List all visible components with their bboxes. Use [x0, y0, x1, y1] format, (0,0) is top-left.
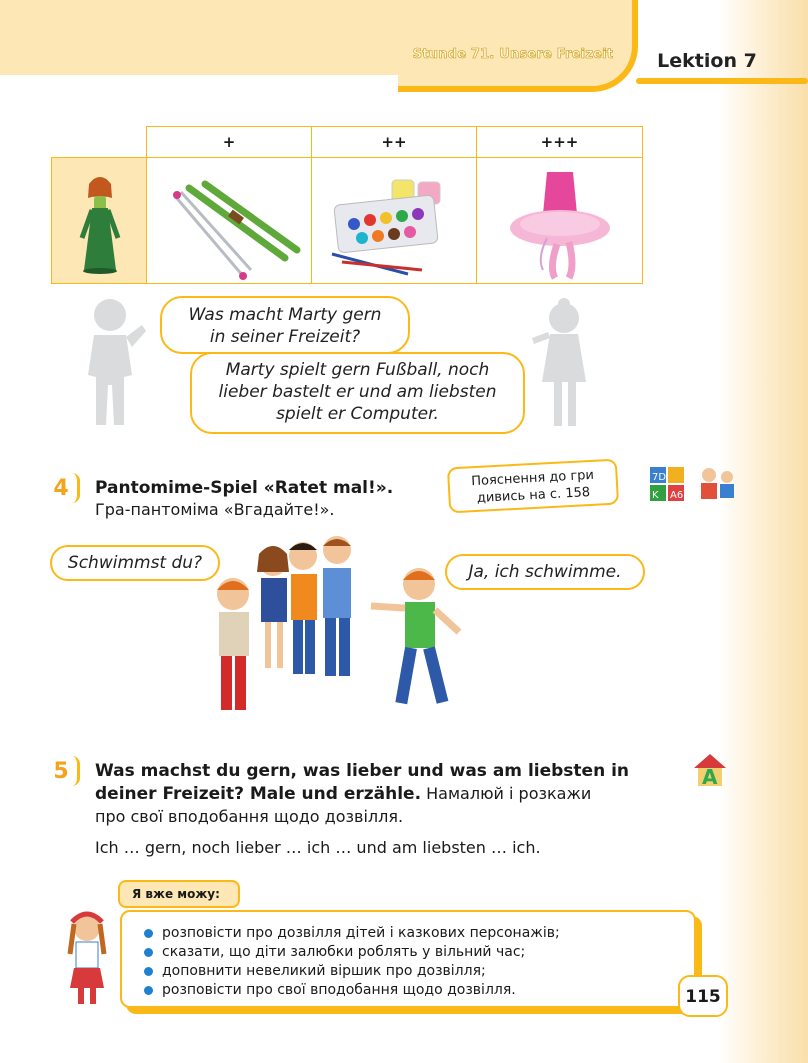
- page-side-strip: [718, 0, 808, 1063]
- paint-set-icon: [312, 158, 478, 285]
- table-cell-paints: [311, 157, 477, 284]
- boy-silhouette-icon: [80, 295, 150, 430]
- answer-line-1: Marty spielt gern Fußball, noch: [225, 360, 490, 380]
- girl-in-costume-icon: [60, 908, 114, 1008]
- can-do-item: сказати, що діти залюбки роблять у вільний час;: [144, 943, 560, 962]
- exercise-5-line-2-rest: Намалюй і розкажи: [421, 784, 592, 803]
- exercise-5-number: 5: [50, 754, 72, 788]
- rules-note: [447, 459, 619, 514]
- table-header-plus: +: [146, 126, 312, 158]
- answer-line-3: spielt er Computer.: [276, 404, 439, 424]
- can-do-item: розповісти про свої вподобання щодо дозвілля.: [144, 981, 560, 1000]
- answer-bubble: [190, 352, 525, 434]
- exercise-5-line-3: про свої вподобання щодо дозвілля.: [95, 807, 404, 826]
- ballet-tutu-icon: [477, 158, 644, 285]
- table-cell-ballet: [476, 157, 643, 284]
- rules-note-line-2: дивись на с. 158: [476, 485, 591, 506]
- exercise-4-title: Pantomime-Spiel «Ratet mal!».: [95, 478, 394, 498]
- exercise-5-line-4: Ich … gern, noch lieber … ich … und am liebsten … ich.: [95, 838, 541, 857]
- svg-text:K: K: [652, 490, 659, 501]
- question-line-2: in seiner Freizeit?: [209, 327, 361, 347]
- table-header-plus2: ++: [311, 126, 477, 158]
- chapter-title: Lektion 7: [657, 50, 757, 72]
- girl-silhouette-icon: [528, 298, 598, 433]
- exercise-5-line-2-bold: deiner Freizeit? Male und erzähle.: [95, 784, 422, 804]
- rules-note-line-1: Пояснення до гри: [470, 467, 595, 490]
- question-bubble: [160, 296, 410, 354]
- answer-line-2: lieber bastelt er und am liebsten: [218, 382, 497, 402]
- exercise-5-line-1: Was machst du gern, was lieber und was am liebsten in: [95, 761, 630, 781]
- can-do-item: розповісти про дозвілля дітей і казкових персонажів;: [144, 924, 560, 943]
- lesson-title: Stunde 71. Unsere Freizeit: [412, 47, 614, 62]
- can-do-item: доповнити невеликий віршик про дозвілля;: [144, 962, 560, 981]
- exercise-4-subtitle: Гра-пантоміма «Вгадайте!».: [95, 500, 335, 519]
- kids-pantomime-illustration: [205, 532, 465, 718]
- princess-figure-icon: [52, 158, 148, 285]
- page-number: 115: [678, 975, 728, 1017]
- blocks-icon: [648, 465, 690, 505]
- table-header-plus3: +++: [476, 126, 643, 158]
- can-do-tag: Я вже можу:: [118, 880, 240, 908]
- table-character-cell: [51, 157, 147, 284]
- alphabet-house-icon: [688, 748, 732, 792]
- table-cell-skis: [146, 157, 312, 284]
- header-line: [636, 78, 808, 84]
- skis-icon: [147, 158, 313, 285]
- preferences-table: [51, 126, 643, 284]
- svg-text:A: A: [702, 765, 718, 789]
- can-do-list: [144, 924, 560, 1000]
- svg-text:A6: A6: [670, 490, 684, 501]
- question-swim-bubble: Schwimmst du?: [50, 545, 220, 581]
- question-line-1: Was macht Marty gern: [188, 305, 382, 325]
- exercise-4-number: 4: [50, 471, 72, 505]
- exercise-5-line-2: [95, 784, 591, 804]
- header-band: [0, 0, 400, 75]
- answer-swim-bubble: Ja, ich schwimme.: [445, 554, 645, 590]
- kids-playing-icon: [695, 465, 739, 505]
- svg-text:7D: 7D: [652, 472, 667, 483]
